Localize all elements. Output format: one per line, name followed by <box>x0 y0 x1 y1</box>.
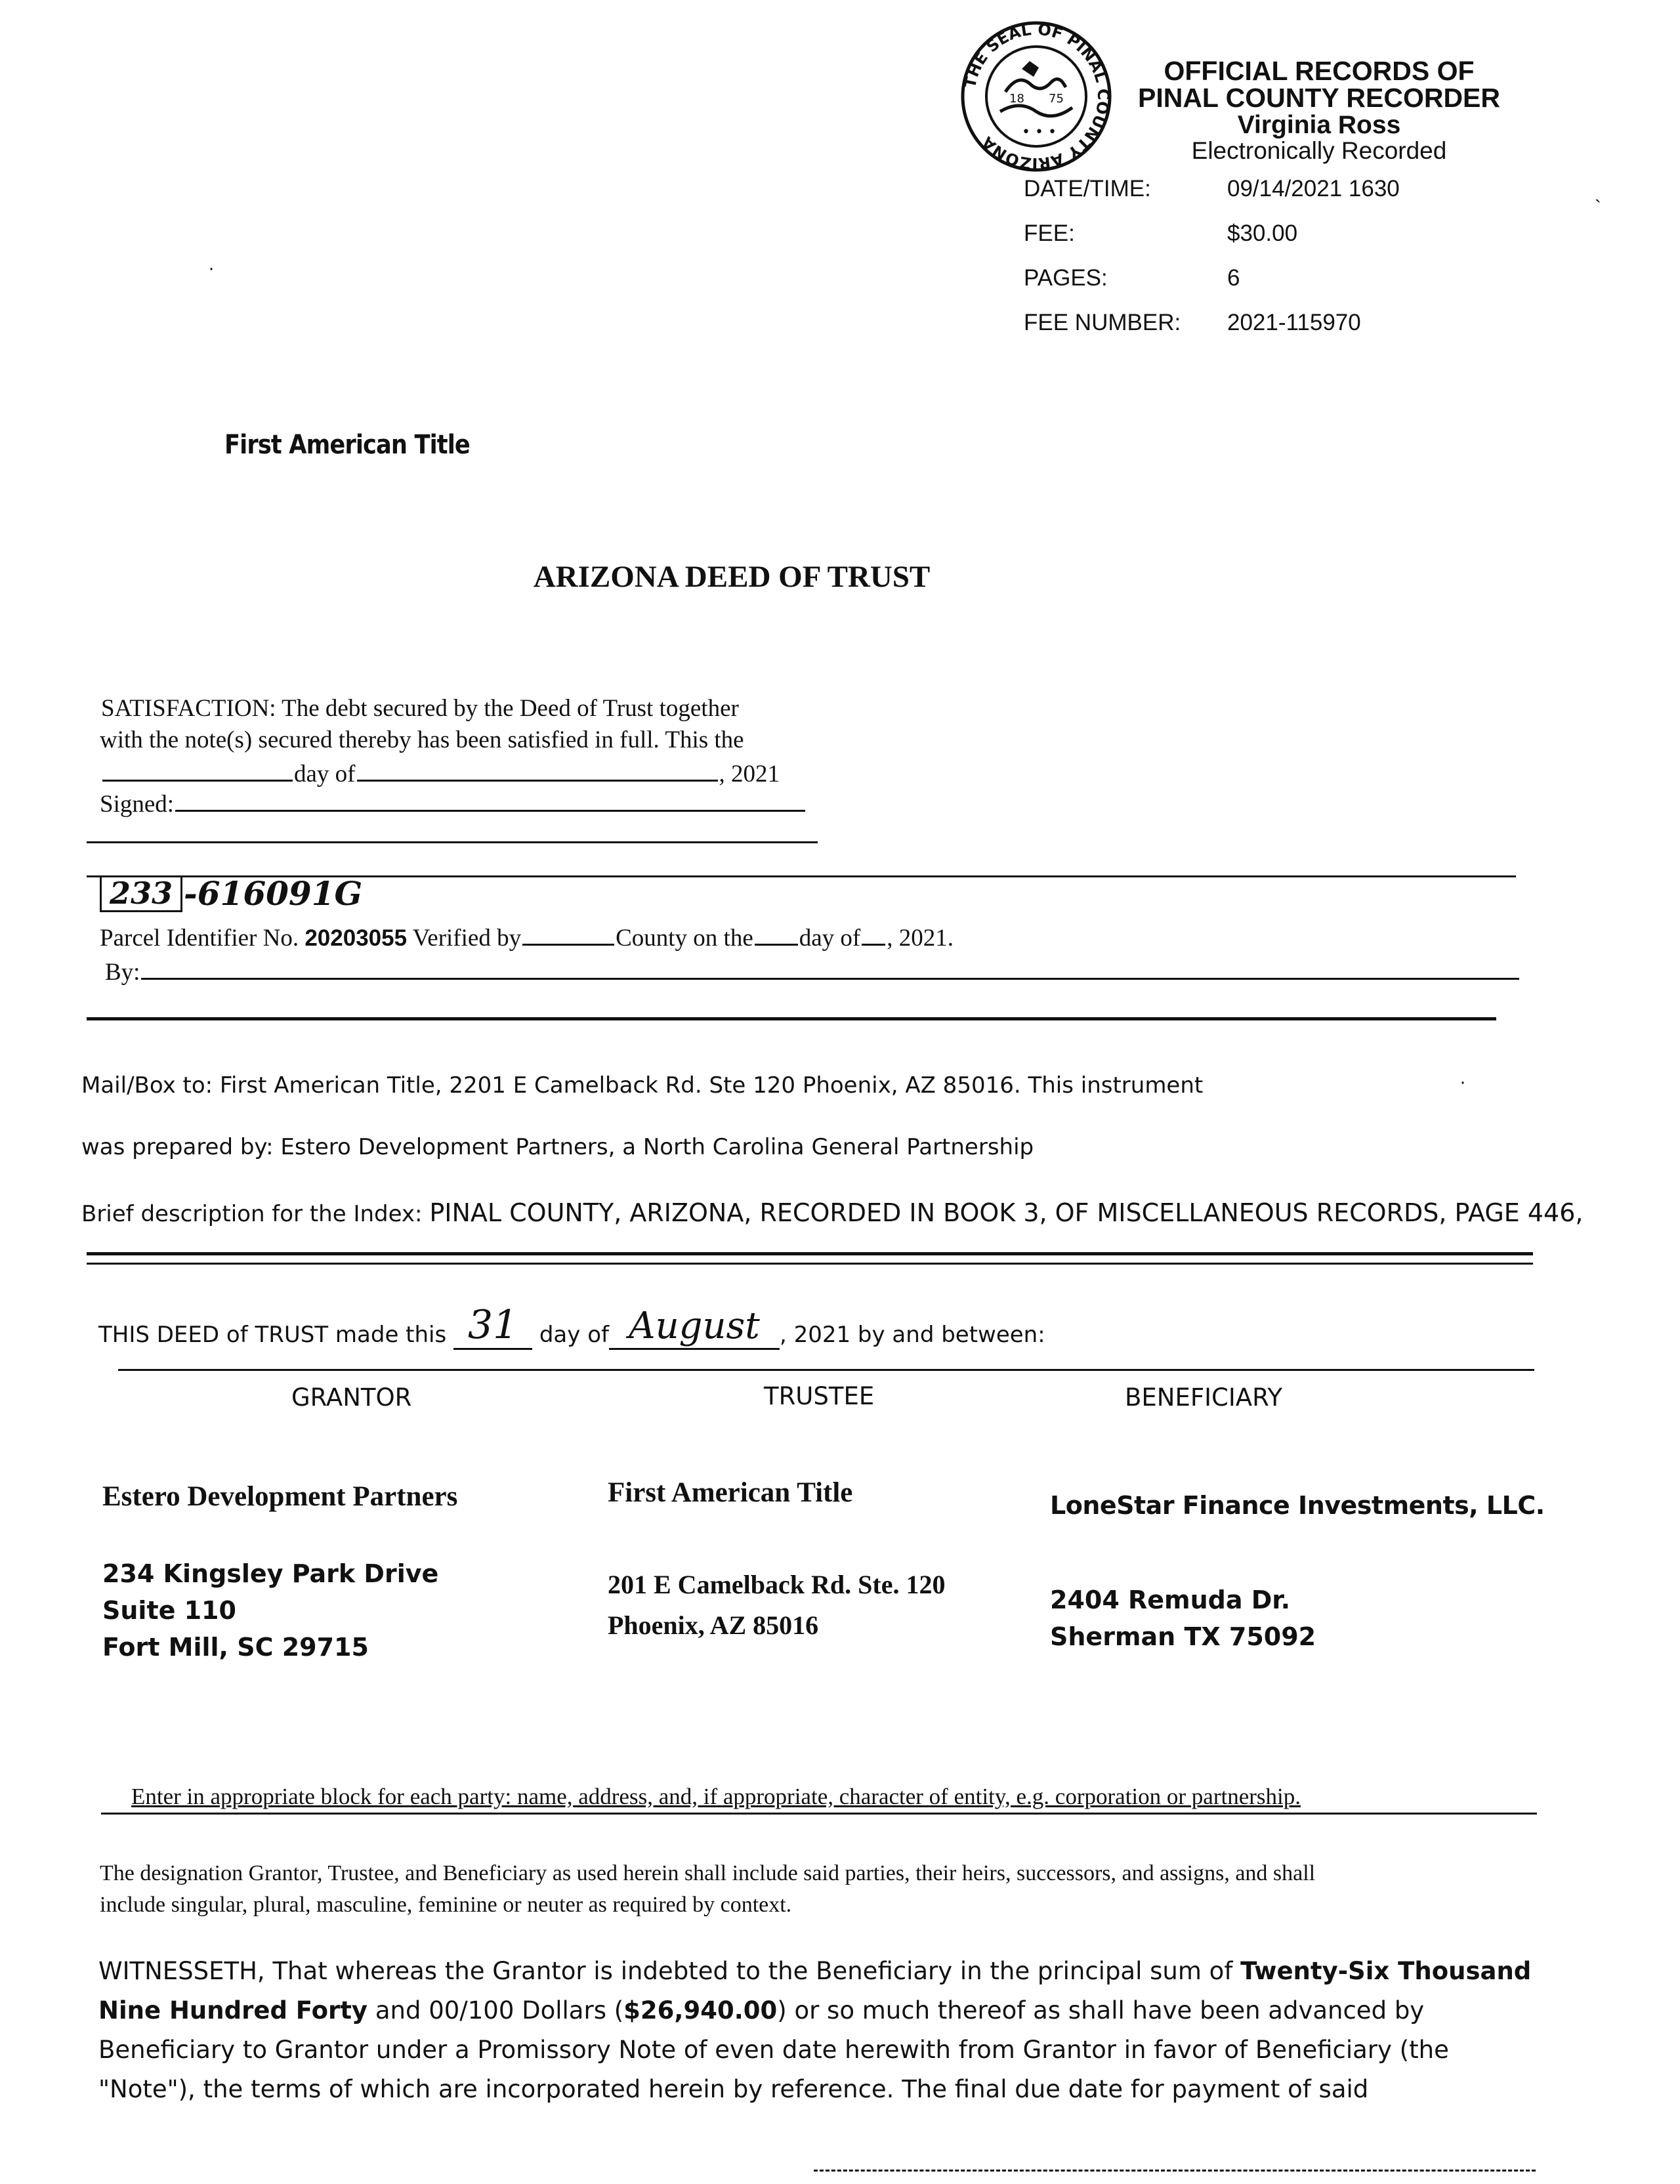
day-blank <box>755 921 798 946</box>
recording-method: Electronically Recorded <box>1191 137 1447 164</box>
recording-field-value: 09/14/2021 1630 <box>1227 176 1400 201</box>
signature-blank <box>175 788 805 812</box>
county-on-label: County on the <box>616 925 753 952</box>
prepared-by-line: was prepared by: Estero Development Partners, a North Carolina General Partnership <box>81 1134 1034 1160</box>
recorder-title-line1: OFFICIAL RECORDS OF <box>1164 56 1475 86</box>
recorder-name: Virginia Ross <box>1237 111 1401 139</box>
designation-line2: include singular, plural, masculine, feminine or neuter as required by context. <box>100 1893 792 1917</box>
brief-description-line <box>81 1198 1583 1227</box>
witnesseth-text: and 00/100 Dollars ( <box>368 1996 624 2025</box>
year-label: , 2021 <box>719 761 780 788</box>
satisfaction-line1: SATISFACTION: The debt secured by the Deed of Trust together <box>101 695 739 722</box>
deed-made-prefix: THIS DEED of TRUST made this <box>98 1322 447 1348</box>
signed-label: Signed: <box>100 791 175 818</box>
parcel-by-line <box>105 956 1521 986</box>
deed-day-field <box>453 1302 532 1350</box>
company-stamp: First American Title <box>224 430 470 460</box>
principal-words: Twenty-Six Thousand <box>1240 1957 1532 1985</box>
divider <box>87 1263 1533 1265</box>
trustee-address <box>608 1564 945 1646</box>
divider <box>101 1813 1537 1815</box>
stray-mark: · <box>1460 1071 1466 1093</box>
brief-label: Brief description for the Index: <box>81 1201 430 1227</box>
deed-made-line <box>98 1302 1045 1350</box>
recording-field-label: FEE NUMBER: <box>1024 310 1181 335</box>
seal-ring-text: THE SEAL OF PINAL COUNTY ARIZONA <box>960 20 1113 173</box>
address-line: Phoenix, AZ 85016 <box>608 1610 819 1640</box>
verified-blank <box>522 921 614 946</box>
month-blank <box>862 921 885 946</box>
parcel-line <box>100 921 954 952</box>
handwritten-parcel-number: -616091G <box>184 874 363 913</box>
seal-year-left: 18 <box>1009 92 1024 106</box>
satisfaction-date-line <box>101 757 780 788</box>
designation-line1: The designation Grantor, Trustee, and Beneficiary as used herein shall include said parties, their heirs, successors, and assigns, and shall <box>100 1861 1316 1885</box>
parcel-label: Parcel Identifier No. <box>100 925 299 952</box>
deed-day-of: day of <box>539 1322 609 1348</box>
day-of-label: day of <box>294 761 356 788</box>
deed-month-field <box>609 1305 780 1350</box>
page-title: ARIZONA DEED OF TRUST <box>533 560 931 594</box>
signed-line <box>100 788 807 818</box>
recording-field-value: 6 <box>1227 265 1240 291</box>
witnesseth-text: ) or so much thereof as shall have been advanced by <box>777 1996 1425 2025</box>
divider <box>87 841 818 843</box>
witnesseth-line2 <box>98 1996 1424 2025</box>
parcel-year: , 2021. <box>887 925 954 952</box>
county-seal <box>959 20 1113 173</box>
trustee-header: TRUSTEE <box>764 1382 875 1410</box>
day-blank <box>102 757 293 782</box>
witnesseth-line3: Beneficiary to Grantor under a Promissory Note of even date herewith from Grantor in favor of Beneficiary (the <box>98 2036 1449 2064</box>
witnesseth-line4: "Note"), the terms of which are incorporated herein by reference. The final due date for payment of said <box>98 2075 1369 2103</box>
recording-field-label: FEE: <box>1024 220 1075 246</box>
deed-made-suffix: , 2021 by and between: <box>779 1322 1045 1348</box>
party-instruction: Enter in appropriate block for each party: name, address, and, if appropriate, character of entity, e.g. corporation or partnership. <box>131 1784 1301 1809</box>
by-label: By: <box>105 959 140 986</box>
divider <box>118 1369 1534 1371</box>
brief-value: PINAL COUNTY, ARIZONA, RECORDED IN BOOK 3, OF MISCELLANEOUS RECORDS, PAGE 446, <box>429 1198 1584 1227</box>
trustee-name: First American Title <box>608 1477 853 1508</box>
divider <box>87 1017 1496 1020</box>
verified-by-label: Verified by <box>412 925 522 952</box>
principal-amount: $26,940.00 <box>623 1996 778 2025</box>
principal-words: Nine Hundred Forty <box>98 1996 368 2025</box>
beneficiary-header: BENEFICIARY <box>1125 1383 1283 1412</box>
beneficiary-address <box>1050 1582 1316 1655</box>
stray-mark: ` <box>1595 197 1601 219</box>
divider <box>814 2170 1536 2172</box>
recorder-title-line2: PINAL COUNTY RECORDER <box>1137 83 1501 113</box>
witnesseth-text: WITNESSETH, That whereas the Grantor is indebted to the Beneficiary in the principal sum of <box>98 1957 1241 1985</box>
handwritten-parcel-prefix: 233 <box>100 876 182 912</box>
divider <box>87 1252 1533 1255</box>
grantor-address <box>102 1555 438 1666</box>
parcel-number: 20203055 <box>304 925 408 951</box>
recording-field-value: $30.00 <box>1227 220 1298 246</box>
grantor-header: GRANTOR <box>291 1383 412 1412</box>
mail-to-line: Mail/Box to: First American Title, 2201 E Camelback Rd. Ste 120 Phoenix, AZ 85016. This instrument <box>81 1072 1204 1099</box>
address-line: 201 E Camelback Rd. Ste. 120 <box>608 1570 946 1599</box>
svg-text:• • •: • • • <box>1022 124 1057 140</box>
seal-year-right: 75 <box>1049 92 1064 106</box>
satisfaction-line2: with the note(s) secured thereby has been satisfied in full. This the <box>100 726 744 753</box>
recording-field-label: DATE/TIME: <box>1024 176 1151 201</box>
address-line: 2404 Remuda Dr. <box>1050 1586 1291 1614</box>
stray-mark: · <box>208 257 215 279</box>
deed-day-value: 31 <box>467 1302 518 1348</box>
by-blank <box>141 956 1519 980</box>
recorder-header <box>1116 58 1522 165</box>
address-line: Fort Mill, SC 29715 <box>102 1633 369 1662</box>
deed-month-value: August <box>629 1305 760 1347</box>
address-line: 234 Kingsley Park Drive <box>102 1559 439 1588</box>
recording-field-label: PAGES: <box>1024 265 1108 291</box>
recording-field-value: 2021-115970 <box>1227 310 1361 335</box>
parcel-day-of: day of <box>799 925 861 952</box>
address-line: Suite 110 <box>102 1596 236 1625</box>
witnesseth-line1 <box>98 1957 1531 1985</box>
address-line: Sherman TX 75092 <box>1050 1622 1316 1651</box>
beneficiary-name: LoneStar Finance Investments, LLC. <box>1050 1491 1545 1520</box>
month-blank <box>357 757 718 782</box>
grantor-name: Estero Development Partners <box>102 1481 458 1512</box>
